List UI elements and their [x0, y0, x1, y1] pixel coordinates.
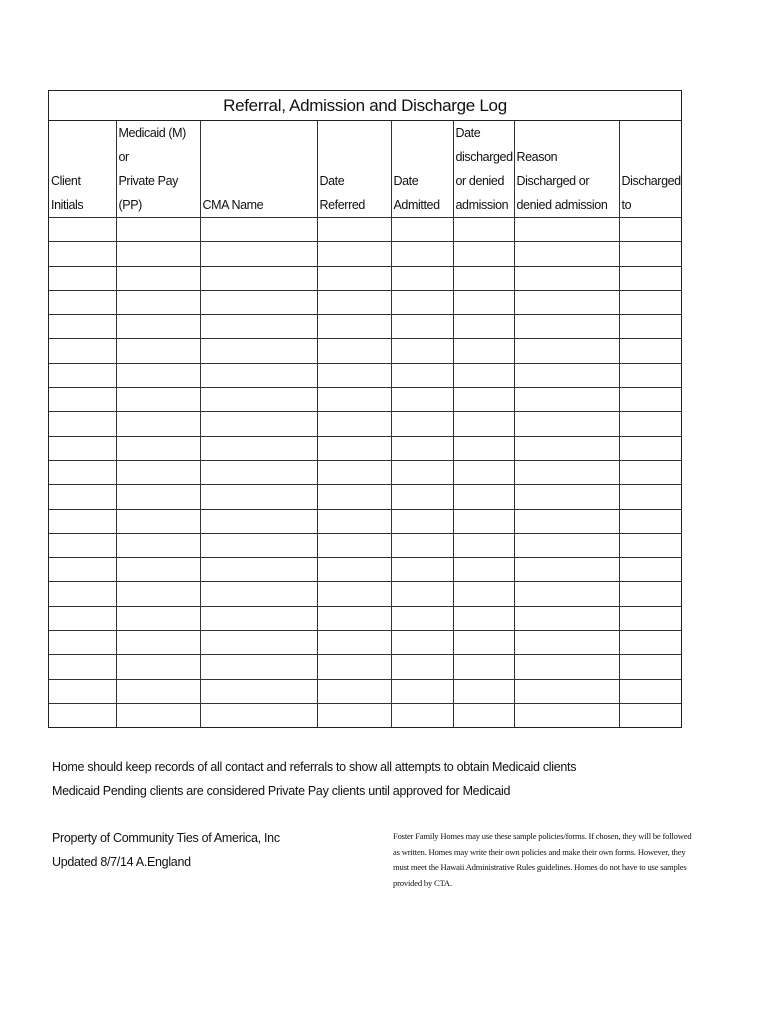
log-cell[interactable]: [619, 582, 681, 606]
disclaimer-line: must meet the Hawaii Administrative Rules guidelines. Homes do not have to use samples: [393, 862, 687, 872]
log-table-frame: [48, 90, 682, 728]
log-cell[interactable]: [49, 339, 116, 363]
log-cell[interactable]: [453, 485, 514, 509]
log-cell[interactable]: [49, 242, 116, 266]
log-cell[interactable]: [619, 679, 681, 703]
log-cell[interactable]: [49, 631, 116, 655]
log-cell[interactable]: [453, 460, 514, 484]
log-cell[interactable]: [317, 266, 391, 290]
header-line: discharged: [455, 150, 513, 164]
log-cell[interactable]: [317, 363, 391, 387]
log-cell[interactable]: [200, 631, 317, 655]
log-cell[interactable]: [514, 315, 619, 339]
log-cell[interactable]: [317, 412, 391, 436]
log-cell[interactable]: [514, 412, 619, 436]
log-cell[interactable]: [116, 363, 200, 387]
log-cell[interactable]: [514, 558, 619, 582]
log-cell[interactable]: [116, 290, 200, 314]
header-line: Private Pay (PP): [118, 174, 179, 212]
header-line: Reason Discharged or: [516, 150, 590, 188]
log-cell[interactable]: [619, 606, 681, 630]
log-cell[interactable]: [619, 436, 681, 460]
log-cell[interactable]: [317, 290, 391, 314]
log-title: Referral, Admission and Discharge Log: [49, 91, 681, 121]
log-cell[interactable]: [391, 606, 453, 630]
table-row: [49, 558, 681, 582]
log-cell[interactable]: [116, 388, 200, 412]
log-cell[interactable]: [317, 339, 391, 363]
log-cell[interactable]: [391, 436, 453, 460]
log-cell[interactable]: [391, 460, 453, 484]
log-cell[interactable]: [49, 266, 116, 290]
header-date-referred: [317, 121, 391, 218]
log-cell[interactable]: [116, 558, 200, 582]
log-cell[interactable]: [317, 558, 391, 582]
log-cell[interactable]: [453, 388, 514, 412]
log-cell[interactable]: [116, 703, 200, 727]
table-row: [49, 703, 681, 727]
log-cell[interactable]: [116, 436, 200, 460]
log-cell[interactable]: [453, 703, 514, 727]
disclaimer-line: Foster Family Homes may use these sample policies/forms. If chosen, they will be followed: [393, 831, 692, 841]
log-cell[interactable]: [619, 631, 681, 655]
header-line: CMA Name: [202, 198, 264, 212]
log-cell[interactable]: [619, 290, 681, 314]
log-cell[interactable]: [317, 388, 391, 412]
log-cell[interactable]: [514, 242, 619, 266]
log-cell[interactable]: [49, 218, 116, 242]
table-row: [49, 631, 681, 655]
table-row: [49, 679, 681, 703]
log-cell[interactable]: [514, 266, 619, 290]
log-cell[interactable]: [391, 655, 453, 679]
log-cell[interactable]: [49, 460, 116, 484]
log-cell[interactable]: [514, 631, 619, 655]
log-cell[interactable]: [200, 606, 317, 630]
table-row: [49, 582, 681, 606]
log-cell[interactable]: [49, 412, 116, 436]
log-cell[interactable]: [116, 655, 200, 679]
header-reason-discharged: [514, 121, 619, 218]
log-cell[interactable]: [514, 655, 619, 679]
header-line: Discharged: [621, 174, 681, 188]
header-date-admitted: [391, 121, 453, 218]
log-cell[interactable]: [453, 266, 514, 290]
disclaimer-line: as written. Homes may write their own policies and make their own forms. However, they: [393, 846, 686, 857]
log-cell[interactable]: [514, 388, 619, 412]
log-cell[interactable]: [391, 290, 453, 314]
header-line: to: [621, 198, 632, 212]
log-cell[interactable]: [200, 703, 317, 727]
header-medicaid-or-private-pay: [116, 121, 200, 218]
log-cell[interactable]: [453, 315, 514, 339]
log-cell[interactable]: [514, 460, 619, 484]
log-cell[interactable]: [453, 242, 514, 266]
log-cell[interactable]: [116, 679, 200, 703]
header-line: Medicaid (M) or: [118, 126, 186, 164]
log-cell[interactable]: [116, 218, 200, 242]
log-cell[interactable]: [453, 509, 514, 533]
log-cell[interactable]: [116, 631, 200, 655]
log-cell[interactable]: [200, 315, 317, 339]
log-cell[interactable]: [49, 290, 116, 314]
log-cell[interactable]: [453, 582, 514, 606]
log-cell[interactable]: [391, 485, 453, 509]
log-cell[interactable]: [619, 412, 681, 436]
log-cell[interactable]: [514, 485, 619, 509]
table-row: [49, 509, 681, 533]
log-cell[interactable]: [391, 266, 453, 290]
header-cma-name: [200, 121, 317, 218]
log-cell[interactable]: [200, 679, 317, 703]
note-medicaid-records: Home should keep records of all contact and referrals to show all attempts to obtain Medicaid clients: [52, 760, 577, 774]
log-cell[interactable]: [619, 533, 681, 557]
log-cell[interactable]: [317, 582, 391, 606]
header-line: denied admission: [516, 198, 608, 212]
table-row: [49, 412, 681, 436]
log-cell[interactable]: [453, 363, 514, 387]
header-row: [49, 121, 681, 218]
log-cell[interactable]: [453, 412, 514, 436]
log-cell[interactable]: [200, 412, 317, 436]
log-cell[interactable]: [453, 606, 514, 630]
log-cell[interactable]: [317, 315, 391, 339]
log-cell[interactable]: [200, 363, 317, 387]
log-cell[interactable]: [391, 363, 453, 387]
log-cell[interactable]: [116, 266, 200, 290]
property-owner: Property of Community Ties of America, Inc: [52, 831, 280, 845]
log-cell[interactable]: [116, 460, 200, 484]
disclaimer: [393, 829, 692, 891]
log-cell[interactable]: [619, 655, 681, 679]
log-cell[interactable]: [49, 436, 116, 460]
log-cell[interactable]: [391, 509, 453, 533]
log-cell[interactable]: [200, 242, 317, 266]
log-cell[interactable]: [200, 655, 317, 679]
header-client-initials: [49, 121, 116, 218]
log-cell[interactable]: [391, 242, 453, 266]
log-cell[interactable]: [317, 703, 391, 727]
table-row: [49, 436, 681, 460]
log-cell[interactable]: [619, 460, 681, 484]
log-cell[interactable]: [116, 315, 200, 339]
log-cell[interactable]: [317, 606, 391, 630]
log-cell[interactable]: [49, 582, 116, 606]
header-date-discharged: [453, 121, 514, 218]
log-cell[interactable]: [49, 485, 116, 509]
log-cell[interactable]: [514, 533, 619, 557]
disclaimer-line: provided by CTA.: [393, 877, 452, 888]
log-cell[interactable]: [49, 363, 116, 387]
log-cell[interactable]: [619, 242, 681, 266]
header-line: Admitted: [393, 198, 440, 212]
log-cell[interactable]: [200, 485, 317, 509]
header-discharged-to: [619, 121, 681, 218]
log-cell[interactable]: [200, 388, 317, 412]
log-cell[interactable]: [116, 582, 200, 606]
log-cell[interactable]: [200, 436, 317, 460]
log-cell[interactable]: [116, 533, 200, 557]
log-cell[interactable]: [116, 485, 200, 509]
log-cell[interactable]: [317, 679, 391, 703]
log-cell[interactable]: [391, 558, 453, 582]
header-line: Date: [393, 174, 419, 188]
log-cell[interactable]: [317, 485, 391, 509]
table-row: [49, 242, 681, 266]
log-cell[interactable]: [514, 679, 619, 703]
log-cell[interactable]: [200, 582, 317, 606]
log-cell[interactable]: [453, 679, 514, 703]
updated-line: Updated 8/7/14 A.England: [52, 855, 191, 869]
log-cell[interactable]: [49, 703, 116, 727]
property-block: [52, 826, 280, 874]
table-row: [49, 388, 681, 412]
log-cell[interactable]: [116, 606, 200, 630]
log-cell[interactable]: [49, 315, 116, 339]
log-cell[interactable]: [391, 703, 453, 727]
log-cell[interactable]: [391, 388, 453, 412]
log-cell[interactable]: [317, 218, 391, 242]
log-cell[interactable]: [200, 509, 317, 533]
header-line: Date: [455, 126, 481, 140]
log-cell[interactable]: [514, 582, 619, 606]
log-cell[interactable]: [619, 315, 681, 339]
log-cell[interactable]: [317, 460, 391, 484]
log-cell[interactable]: [200, 339, 317, 363]
log-cell[interactable]: [49, 388, 116, 412]
table-row: [49, 606, 681, 630]
header-line: Date Referred: [319, 174, 365, 212]
log-cell[interactable]: [116, 242, 200, 266]
log-cell[interactable]: [391, 533, 453, 557]
table-row: [49, 655, 681, 679]
log-cell[interactable]: [200, 290, 317, 314]
log-cell[interactable]: [317, 509, 391, 533]
table-row: [49, 460, 681, 484]
log-cell[interactable]: [619, 703, 681, 727]
log-cell[interactable]: [317, 655, 391, 679]
log-cell[interactable]: [619, 509, 681, 533]
log-cell[interactable]: [514, 290, 619, 314]
log-cell[interactable]: [619, 266, 681, 290]
log-grid: [49, 121, 681, 727]
log-cell[interactable]: [317, 533, 391, 557]
log-cell[interactable]: [200, 460, 317, 484]
log-cell[interactable]: [453, 339, 514, 363]
log-cell[interactable]: [453, 533, 514, 557]
log-cell[interactable]: [514, 363, 619, 387]
log-cell[interactable]: [453, 218, 514, 242]
log-cell[interactable]: [391, 412, 453, 436]
table-row: [49, 266, 681, 290]
log-cell[interactable]: [317, 631, 391, 655]
log-cell[interactable]: [619, 339, 681, 363]
log-cell[interactable]: [200, 218, 317, 242]
note-medicaid-pending: Medicaid Pending clients are considered Private Pay clients until approved for Medicaid: [52, 784, 511, 798]
log-cell[interactable]: [514, 509, 619, 533]
table-row: [49, 218, 681, 242]
notes: [52, 755, 576, 803]
log-cell[interactable]: [49, 679, 116, 703]
table-row: [49, 485, 681, 509]
log-cell[interactable]: [49, 606, 116, 630]
log-cell[interactable]: [619, 558, 681, 582]
log-cell[interactable]: [391, 339, 453, 363]
table-row: [49, 533, 681, 557]
log-cell[interactable]: [200, 266, 317, 290]
log-cell[interactable]: [116, 509, 200, 533]
log-cell[interactable]: [49, 655, 116, 679]
log-cell[interactable]: [514, 703, 619, 727]
log-cell[interactable]: [619, 388, 681, 412]
header-line: Client Initials: [51, 174, 84, 212]
log-cell[interactable]: [200, 533, 317, 557]
log-cell[interactable]: [116, 339, 200, 363]
log-cell[interactable]: [116, 412, 200, 436]
log-cell[interactable]: [317, 436, 391, 460]
log-cell[interactable]: [391, 315, 453, 339]
log-cell[interactable]: [49, 533, 116, 557]
log-cell[interactable]: [453, 558, 514, 582]
log-cell[interactable]: [514, 339, 619, 363]
log-cell[interactable]: [453, 436, 514, 460]
log-cell[interactable]: [200, 558, 317, 582]
log-body: [49, 218, 681, 728]
table-row: [49, 363, 681, 387]
log-cell[interactable]: [49, 509, 116, 533]
table-row: [49, 290, 681, 314]
log-cell[interactable]: [317, 242, 391, 266]
log-cell[interactable]: [453, 290, 514, 314]
log-cell[interactable]: [49, 558, 116, 582]
log-cell[interactable]: [619, 363, 681, 387]
log-cell[interactable]: [453, 655, 514, 679]
log-cell[interactable]: [391, 631, 453, 655]
log-cell[interactable]: [391, 218, 453, 242]
log-cell[interactable]: [453, 631, 514, 655]
log-cell[interactable]: [514, 606, 619, 630]
log-cell[interactable]: [391, 679, 453, 703]
log-cell[interactable]: [514, 218, 619, 242]
log-cell[interactable]: [391, 582, 453, 606]
header-line: admission: [455, 198, 509, 212]
header-line: or denied: [455, 174, 505, 188]
log-cell[interactable]: [619, 218, 681, 242]
log-cell[interactable]: [514, 436, 619, 460]
table-row: [49, 315, 681, 339]
table-row: [49, 339, 681, 363]
log-cell[interactable]: [619, 485, 681, 509]
